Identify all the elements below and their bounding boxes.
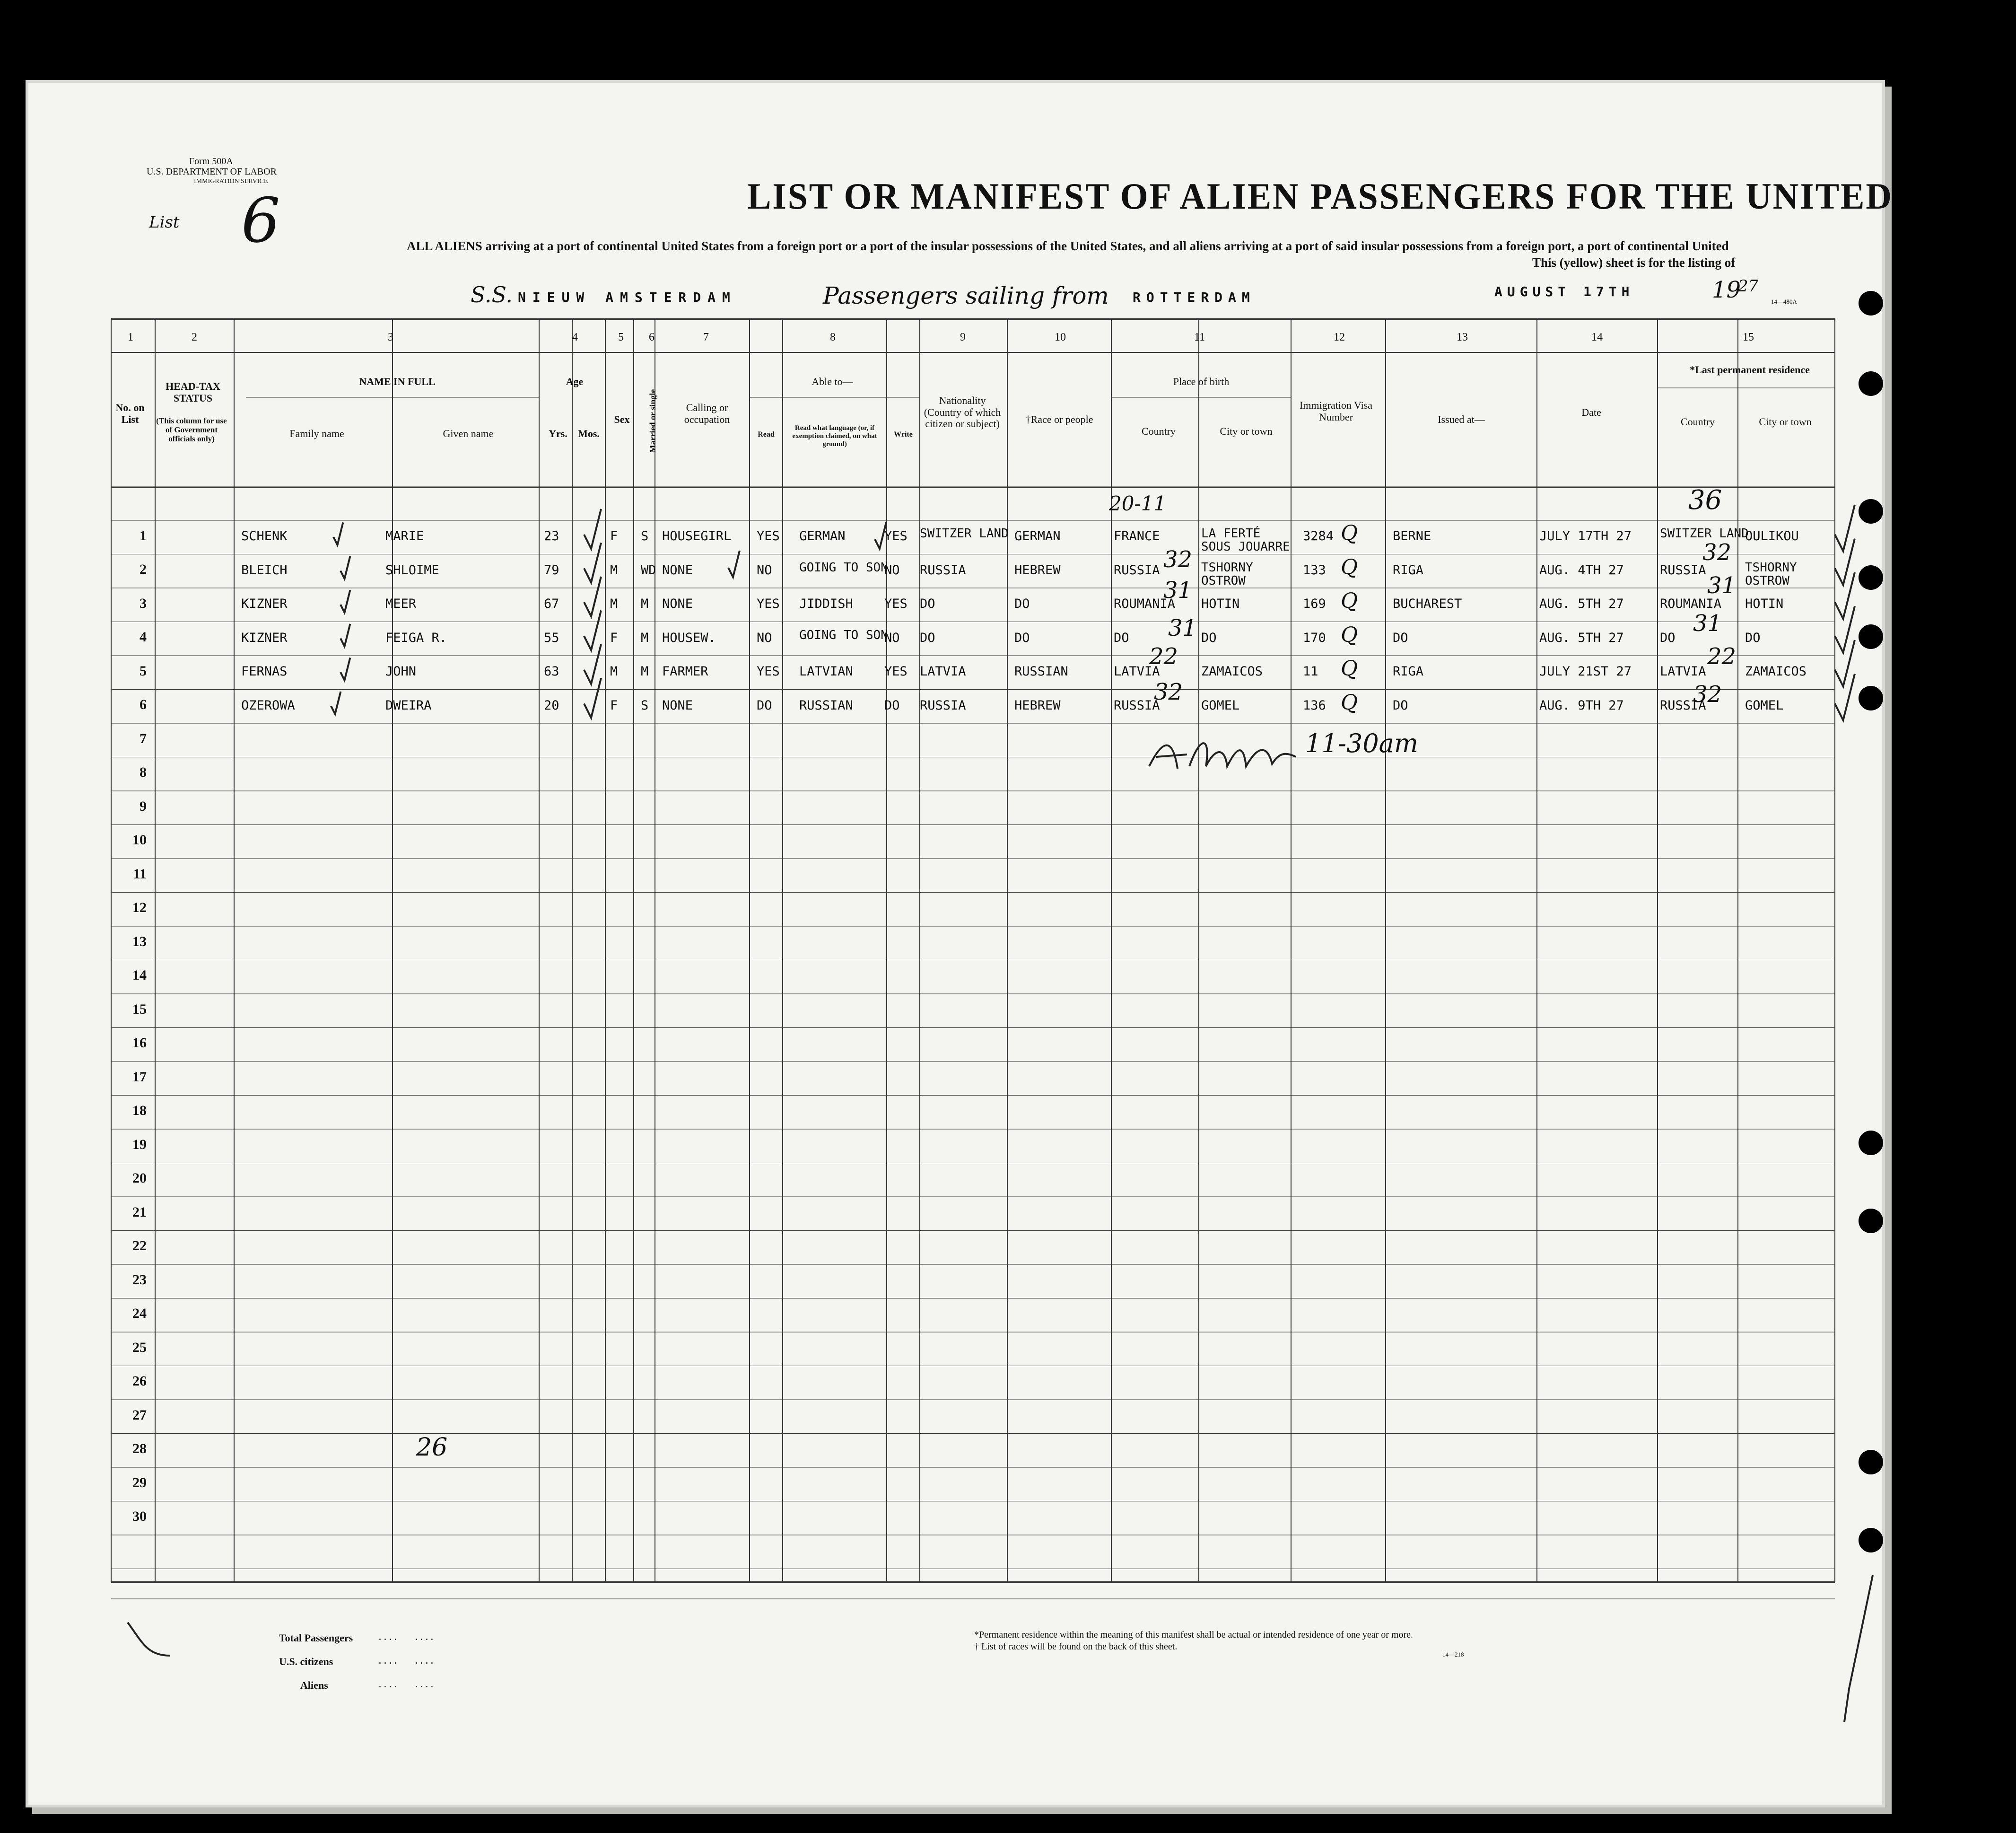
column-number: 4 (572, 331, 578, 343)
row-number: 28 (132, 1441, 147, 1457)
cell-sex: F (610, 529, 618, 544)
cell-age-years: 55 (544, 630, 559, 645)
row-number: 23 (132, 1272, 147, 1288)
cell-visa-number: 136 (1303, 698, 1326, 713)
annotation-code: 22 (1149, 643, 1178, 670)
header-res-country: Country (1680, 416, 1715, 428)
column-number: 5 (618, 331, 624, 343)
header-birth-country: Country (1141, 425, 1176, 437)
header-place-of-birth: Place of birth (1173, 376, 1230, 387)
cell-given-name: MARIE (385, 529, 424, 544)
cell-nationality: DO (920, 630, 935, 645)
header-visa: Immigration Visa Number (1299, 399, 1373, 423)
cell-given-name: MEER (385, 596, 417, 611)
column-number: 3 (388, 331, 393, 343)
cell-can-read: NO (757, 562, 772, 578)
signature-time: 11-30am (1305, 728, 1419, 758)
cell-nationality: LATVIA (920, 664, 966, 679)
ship-name: NIEUW AMSTERDAM (518, 289, 737, 305)
service: IMMIGRATION SERVICE (194, 178, 268, 185)
form-number: Form 500A (189, 156, 233, 167)
row-number: 6 (140, 697, 147, 713)
subtitle-line2: This (yellow) sheet is for the listing of (1532, 255, 1736, 270)
row-number: 19 (132, 1136, 147, 1152)
header-date: Date (1581, 406, 1601, 418)
cell-visa-number: 133 (1303, 562, 1326, 578)
cell-race: DO (1014, 630, 1030, 645)
cell-family-name: BLEICH (241, 562, 288, 578)
punch-hole (1859, 624, 1883, 649)
cell-issue-date: AUG. 5TH 27 (1539, 596, 1624, 611)
cell-issue-date: AUG. 9TH 27 (1539, 698, 1624, 713)
cell-visa-number: 3284 (1303, 529, 1334, 544)
cell-issue-date: JULY 21ST 27 (1539, 664, 1632, 679)
row-number: 11 (133, 866, 147, 882)
list-number: 6 (241, 184, 280, 256)
annotation-top-code: 20-11 (1109, 492, 1167, 515)
cell-age-years: 20 (544, 698, 559, 713)
column-number: 12 (1334, 331, 1345, 343)
cell-residence-city: GOMEL (1745, 698, 1784, 713)
column-number: 10 (1055, 331, 1066, 343)
footer-dots: .... .... (378, 1655, 436, 1666)
punch-hole (1859, 371, 1883, 396)
header-head-tax-note: (This column for use of Government officials only) (156, 416, 227, 444)
header-no-on-list: No. on List (115, 402, 145, 425)
check-mark (584, 678, 601, 718)
row-number: 4 (140, 629, 147, 645)
cell-family-name: OZEROWA (241, 698, 295, 713)
header-married: Married or single (647, 389, 657, 453)
row-number: 20 (132, 1170, 147, 1186)
cell-sex: F (610, 698, 618, 713)
cell-birth-city: TSHORNY OSTROW (1201, 560, 1253, 588)
cell-read-language: GOING TO SON (799, 628, 888, 642)
cell-can-write: YES (884, 664, 908, 679)
year-suffix: 27 (1738, 277, 1759, 296)
row-number: 9 (140, 798, 147, 814)
check-mark (340, 658, 350, 680)
cell-issue-date: AUG. 5TH 27 (1539, 630, 1624, 645)
cell-family-name: SCHENK (241, 529, 288, 544)
cell-can-read: YES (757, 529, 780, 544)
cell-residence-city: HOTIN (1745, 596, 1784, 611)
header-write: Write (894, 430, 913, 439)
cell-read-language: LATVIAN (799, 664, 853, 679)
cell-can-write: NO (884, 630, 900, 645)
cell-read-language: RUSSIAN (799, 698, 853, 713)
cell-can-read: YES (757, 596, 780, 611)
cell-calling: NONE (662, 596, 693, 611)
row-number: 12 (132, 900, 147, 916)
check-mark (1835, 505, 1855, 551)
page-title: LIST OR MANIFEST OF ALIEN PASSENGERS FOR THE UNITED (747, 175, 1893, 217)
cell-age-years: 23 (544, 529, 559, 544)
column-number: 8 (830, 331, 836, 343)
header-read-language: Read what language (or, if exemption claimed, on what ground) (792, 424, 877, 448)
page-mark: 26 (416, 1433, 448, 1462)
visa-mark: Q (1341, 521, 1358, 545)
sailing-date: AUGUST 17TH (1494, 284, 1634, 299)
cell-sex: M (610, 562, 618, 578)
cell-birth-country: ROUMANIA (1114, 596, 1176, 611)
cell-given-name: JOHN (385, 664, 417, 679)
footer-us-citizens: U.S. citizens (279, 1656, 333, 1667)
column-number: 1 (128, 331, 133, 343)
cell-residence-city: TSHORNY OSTROW (1745, 560, 1797, 588)
cell-race: HEBREW (1014, 698, 1061, 713)
cell-birth-country: DO (1114, 630, 1129, 645)
header-sex: Sex (614, 413, 630, 425)
footer-aliens: Aliens (300, 1679, 328, 1691)
cell-birth-country: LATVIA (1114, 664, 1160, 679)
cell-age-years: 63 (544, 664, 559, 679)
cell-family-name: FERNAS (241, 664, 288, 679)
check-mark (584, 543, 601, 583)
check-mark (331, 692, 340, 714)
row-number: 24 (132, 1306, 147, 1322)
punch-hole (1859, 1450, 1883, 1474)
footer-note-races: † List of races will be found on the back of this sheet. (974, 1641, 1178, 1652)
header-race: †Race or people (1025, 413, 1093, 425)
cell-can-write: YES (884, 529, 908, 544)
cell-birth-city: HOTIN (1201, 596, 1240, 611)
header-issued-at: Issued at— (1438, 413, 1485, 425)
cell-birth-city: ZAMAICOS (1201, 664, 1263, 679)
cell-race: RUSSIAN (1014, 664, 1068, 679)
margin-mark (128, 1623, 170, 1656)
row-number: 25 (132, 1339, 147, 1355)
cell-issue-date: JULY 17TH 27 (1539, 529, 1632, 544)
cell-calling: NONE (662, 562, 693, 578)
column-number: 11 (1194, 331, 1205, 343)
cell-given-name: SHLOIME (385, 562, 439, 578)
cell-visa-number: 11 (1303, 664, 1318, 679)
header-last-residence: *Last permanent residence (1690, 364, 1810, 376)
annotation-res-code: 22 (1707, 643, 1737, 670)
cell-nationality: RUSSIA (920, 698, 966, 713)
cell-can-read: NO (757, 630, 772, 645)
header-yrs: Yrs. (549, 428, 567, 439)
cell-visa-number: 170 (1303, 630, 1326, 645)
cell-calling: FARMER (662, 664, 708, 679)
row-number: 14 (132, 967, 147, 983)
cell-residence-city: OULIKOU (1745, 529, 1799, 544)
punch-hole (1859, 291, 1883, 316)
header-able-to: Able to— (812, 376, 853, 387)
header-given-name: Given name (443, 428, 494, 439)
check-mark (340, 624, 350, 647)
footer-dots: .... .... (378, 1678, 436, 1690)
row-number: 7 (140, 730, 147, 746)
row-number: 26 (132, 1373, 147, 1389)
visa-mark: Q (1341, 657, 1358, 681)
row-number: 15 (132, 1001, 147, 1017)
footer-note-residence: *Permanent residence within the meaning of this manifest shall be actual or intended residence of one year or more. (974, 1630, 1414, 1640)
cell-residence-country: DO (1660, 630, 1676, 645)
visa-mark: Q (1341, 623, 1358, 647)
header-birth-city: City or town (1220, 425, 1273, 437)
cell-birth-city: GOMEL (1201, 698, 1240, 713)
annotation-res-code: 31 (1707, 572, 1737, 599)
punch-hole (1859, 565, 1883, 590)
visa-mark: Q (1341, 690, 1358, 715)
annotation-code: 31 (1168, 615, 1197, 641)
cell-birth-city: DO (1201, 630, 1217, 645)
cell-sex: M (610, 596, 618, 611)
cell-residence-city: DO (1745, 630, 1761, 645)
row-number: 10 (132, 832, 147, 848)
check-mark (875, 522, 886, 549)
header-family-name: Family name (289, 428, 344, 439)
cell-given-name: FEIGA R. (385, 630, 447, 645)
header-head-tax: HEAD-TAX STATUS (166, 380, 220, 404)
cell-issued-at: DO (1393, 630, 1408, 645)
row-number: 30 (132, 1508, 147, 1525)
cell-residence-city: ZAMAICOS (1745, 664, 1807, 679)
visa-mark: Q (1341, 589, 1358, 613)
footer-dots: .... .... (378, 1631, 436, 1643)
subtitle-line1: ALL ALIENS arriving at a port of continental United States from a foreign port or a port of the insular possessions of the United States, and all aliens arriving at a port of said insular possessions from a foreign port, a port of continental United (407, 239, 1729, 253)
punch-hole (1859, 1209, 1883, 1233)
cell-visa-number: 169 (1303, 596, 1326, 611)
punch-hole (1859, 499, 1883, 524)
check-mark (584, 644, 601, 684)
footer-code: 14—218 (1442, 1651, 1464, 1658)
cell-birth-country: RUSSIA (1114, 562, 1160, 578)
cell-nationality: DO (920, 596, 935, 611)
year-prefix: 19 (1712, 277, 1741, 303)
annotation-residence-code: 36 (1688, 485, 1722, 516)
sailing-label: Passengers sailing from (823, 282, 1109, 309)
annotation-code: 32 (1163, 546, 1193, 573)
annotation-res-code: 31 (1693, 610, 1722, 637)
column-number: 2 (192, 331, 197, 343)
cell-issued-at: RIGA (1393, 664, 1424, 679)
cell-can-write: DO (884, 698, 900, 713)
check-mark (340, 556, 350, 579)
row-number: 16 (132, 1035, 147, 1051)
cell-birth-country: FRANCE (1114, 529, 1160, 544)
check-mark (584, 509, 601, 549)
header-nationality: Nationality (Country of which citizen or subject) (924, 395, 1001, 430)
column-number: 15 (1743, 331, 1754, 343)
footer-total-passengers: Total Passengers (279, 1632, 353, 1644)
cell-birth-country: RUSSIA (1114, 698, 1160, 713)
column-number: 9 (960, 331, 966, 343)
row-number: 8 (140, 764, 147, 781)
cell-issued-at: BERNE (1393, 529, 1431, 544)
cell-can-write: NO (884, 562, 900, 578)
cell-can-write: YES (884, 596, 908, 611)
cell-marital-status: M (641, 630, 649, 645)
annotation-code: 32 (1154, 679, 1183, 705)
cell-can-read: DO (757, 698, 772, 713)
check-mark (728, 551, 740, 577)
row-number: 29 (132, 1474, 147, 1491)
row-number: 22 (132, 1238, 147, 1254)
column-number: 14 (1591, 331, 1603, 343)
header-calling: Calling or occupation (684, 402, 730, 425)
check-mark (340, 590, 350, 613)
cell-residence-country: RUSSIA (1660, 698, 1706, 713)
cell-read-language: GOING TO SON (799, 560, 888, 575)
row-number: 3 (140, 595, 147, 611)
check-mark (333, 522, 343, 545)
column-number: 7 (703, 331, 709, 343)
row-number: 13 (132, 933, 147, 949)
cell-given-name: DWEIRA (385, 698, 432, 713)
cell-calling: HOUSEW. (662, 630, 716, 645)
row-number: 21 (132, 1204, 147, 1220)
check-mark (1844, 1575, 1873, 1722)
cell-can-read: YES (757, 664, 780, 679)
cell-race: GERMAN (1014, 529, 1061, 544)
header-age: Age (566, 376, 584, 387)
row-number: 1 (140, 527, 147, 544)
cell-marital-status: S (641, 529, 649, 544)
check-mark (584, 577, 601, 616)
cell-marital-status: WD (641, 562, 656, 578)
ss-label: S.S. (471, 282, 513, 307)
cell-residence-country: ROUMANIA (1660, 596, 1722, 611)
cell-marital-status: S (641, 698, 649, 713)
cell-sex: F (610, 630, 618, 645)
cell-issued-at: BUCHAREST (1393, 596, 1462, 611)
row-number: 27 (132, 1407, 147, 1423)
department: U.S. DEPARTMENT OF LABOR (147, 167, 277, 177)
annotation-res-code: 32 (1693, 681, 1722, 708)
port-name: ROTTERDAM (1133, 289, 1256, 305)
cell-age-years: 67 (544, 596, 559, 611)
cell-marital-status: M (641, 664, 649, 679)
cell-family-name: KIZNER (241, 596, 288, 611)
form-code: 14—480A (1771, 298, 1797, 305)
cell-residence-country: RUSSIA (1660, 562, 1706, 578)
header-mos: Mos. (578, 428, 600, 439)
cell-family-name: KIZNER (241, 630, 288, 645)
annotation-code: 31 (1163, 577, 1193, 604)
cell-read-language: JIDDISH (799, 596, 853, 611)
list-label: List (149, 213, 180, 232)
cell-issued-at: DO (1393, 698, 1408, 713)
row-number: 2 (140, 561, 147, 578)
cell-nationality: RUSSIA (920, 562, 966, 578)
column-number: 13 (1457, 331, 1468, 343)
check-mark (584, 611, 601, 650)
row-number: 18 (132, 1103, 147, 1119)
header-read: Read (758, 430, 775, 439)
cell-sex: M (610, 664, 618, 679)
cell-race: DO (1014, 596, 1030, 611)
punch-hole (1859, 1131, 1883, 1155)
cell-residence-country: LATVIA (1660, 664, 1706, 679)
row-number: 17 (132, 1069, 147, 1085)
cell-age-years: 79 (544, 562, 559, 578)
annotation-res-code: 32 (1702, 539, 1732, 566)
header-res-city: City or town (1759, 416, 1812, 428)
cell-issued-at: RIGA (1393, 562, 1424, 578)
cell-marital-status: M (641, 596, 649, 611)
cell-race: HEBREW (1014, 562, 1061, 578)
visa-mark: Q (1341, 555, 1358, 579)
cell-calling: HOUSEGIRL (662, 529, 732, 544)
column-number: 6 (649, 331, 655, 343)
cell-calling: NONE (662, 698, 693, 713)
cell-read-language: GERMAN (799, 529, 846, 544)
cell-nationality: SWITZER LAND (920, 526, 1009, 541)
punch-hole (1859, 1528, 1883, 1552)
header-name-in-full: NAME IN FULL (359, 376, 436, 387)
row-number: 5 (140, 663, 147, 679)
cell-issue-date: AUG. 4TH 27 (1539, 562, 1624, 578)
punch-hole (1859, 686, 1883, 710)
cell-residence-country: SWITZER LAND (1660, 526, 1749, 541)
cell-birth-city: LA FERTÉ SOUS JOUARRE (1201, 526, 1290, 554)
